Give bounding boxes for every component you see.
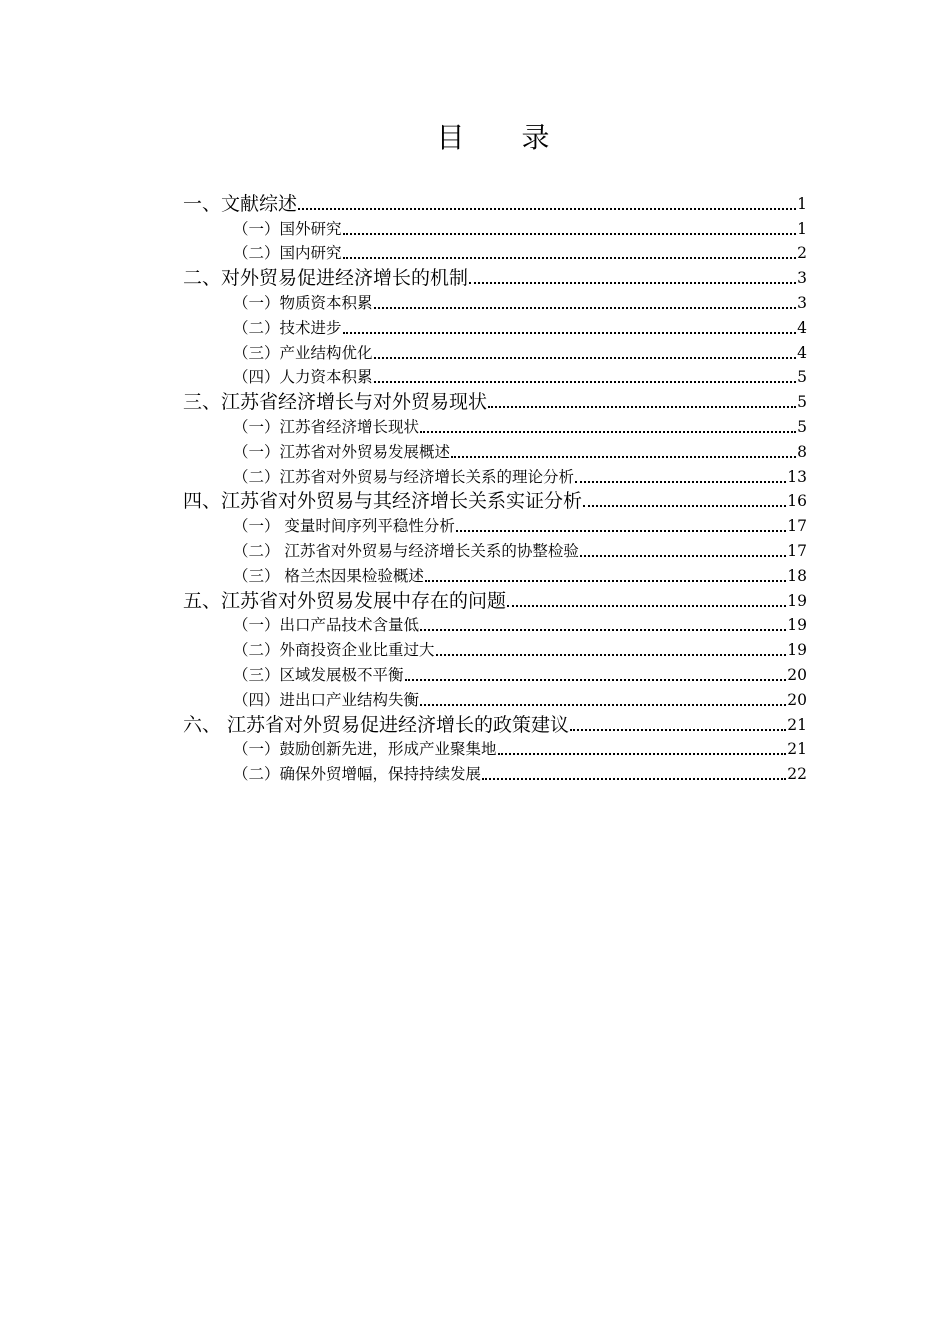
page-title: 目 录 (436, 121, 574, 154)
toc-section-entry[interactable] (183, 562, 807, 587)
toc-entry-title: （一）国外研究 (233, 219, 342, 238)
toc-page-number: 17 (787, 541, 807, 560)
toc-section-entry[interactable] (183, 364, 807, 389)
toc-entry-title: （二）确保外贸增幅，保持持续发展 (233, 765, 482, 784)
toc-page-number: 19 (787, 616, 807, 635)
toc-page-number: 2 (797, 244, 807, 263)
toc-section-entry[interactable] (183, 661, 807, 686)
toc-section-entry[interactable] (183, 413, 807, 438)
toc-dot-leader (507, 605, 786, 607)
toc-entry-title: （四）人力资本积累 (233, 368, 373, 387)
toc-dot-leader (343, 257, 797, 259)
toc-page-number: 22 (787, 765, 807, 784)
toc-dot-leader (343, 332, 797, 334)
toc-page-number: 4 (797, 318, 807, 337)
toc-dot-leader (451, 456, 796, 458)
toc-page-number: 1 (797, 219, 807, 238)
toc-page-number: 4 (797, 343, 807, 362)
toc-entry-title: （一）物质资本积累 (233, 293, 373, 312)
toc-entry-title: （一）江苏省经济增长现状 (233, 417, 420, 436)
toc-dot-leader (436, 654, 787, 656)
toc-page-number: 20 (787, 690, 807, 709)
toc-dot-leader (456, 530, 786, 532)
toc-dot-leader (420, 431, 796, 433)
toc-page-number: 13 (787, 467, 807, 486)
toc-page-number: 5 (797, 368, 807, 387)
toc-entry-title: （二）外商投资企业比重过大 (233, 641, 435, 660)
toc-dot-leader (405, 679, 787, 681)
toc-entry-title: （一）江苏省对外贸易发展概述 (233, 442, 451, 461)
toc-dot-leader (482, 778, 786, 780)
toc-page-number: 18 (787, 566, 807, 585)
toc-dot-leader (374, 381, 797, 383)
toc-chapter-entry[interactable] (183, 264, 807, 289)
toc-entry-title: （一）鼓励创新先进，形成产业聚集地 (233, 740, 497, 759)
toc-page-number: 19 (787, 591, 807, 610)
toc-section-entry[interactable] (183, 736, 807, 761)
toc-dot-leader (374, 357, 797, 359)
toc-section-entry[interactable] (183, 463, 807, 488)
toc-section-entry[interactable] (183, 314, 807, 339)
toc-entry-title: 四、江苏省对外贸易与其经济增长关系实证分析 (183, 490, 583, 513)
toc-entry-title: （一）出口产品技术含量低 (233, 616, 420, 635)
toc-section-entry[interactable] (183, 686, 807, 711)
toc-chapter-entry[interactable] (183, 388, 807, 413)
toc-entry-title: （一） 变量时间序列平稳性分析 (233, 517, 455, 536)
toc-dot-leader (298, 208, 796, 210)
toc-entry-title: （四）进出口产业结构失衡 (233, 690, 420, 709)
toc-entry-title: （三）区域发展极不平衡 (233, 665, 404, 684)
toc-page-number: 8 (797, 442, 807, 461)
toc-dot-leader (374, 307, 797, 309)
toc-section-entry[interactable] (183, 612, 807, 637)
toc-page-number: 16 (787, 492, 807, 511)
toc-page-number: 5 (797, 393, 807, 412)
toc-entry-title: （二）江苏省对外贸易与经济增长关系的理论分析 (233, 467, 575, 486)
toc-chapter-entry[interactable] (183, 711, 807, 736)
toc-section-entry[interactable] (183, 240, 807, 265)
toc-page-number: 19 (787, 641, 807, 660)
toc-section-entry[interactable] (183, 289, 807, 314)
toc-dot-leader (420, 629, 786, 631)
toc-page-number: 3 (797, 293, 807, 312)
toc-entry-title: （二） 江苏省对外贸易与经济增长关系的协整检验 (233, 541, 579, 560)
toc-dot-leader (488, 406, 796, 408)
toc-entry-title: （二）国内研究 (233, 244, 342, 263)
toc-dot-leader (469, 282, 796, 284)
toc-section-entry[interactable] (183, 339, 807, 364)
toc-entry-title: （三） 格兰杰因果检验概述 (233, 566, 424, 585)
toc-dot-leader (570, 729, 786, 731)
table-of-contents (183, 190, 807, 785)
toc-entry-title: 三、江苏省经济增长与对外贸易现状 (183, 391, 488, 414)
toc-section-entry[interactable] (183, 537, 807, 562)
toc-entry-title: （三）产业结构优化 (233, 343, 373, 362)
toc-dot-leader (498, 753, 787, 755)
toc-entry-title: 一、文献综述 (183, 192, 298, 215)
toc-dot-leader (583, 505, 786, 507)
toc-chapter-entry[interactable] (183, 488, 807, 513)
toc-section-entry[interactable] (183, 215, 807, 240)
toc-entry-title: 六、 江苏省对外贸易促进经济增长的政策建议 (183, 713, 570, 736)
toc-page-number: 17 (787, 517, 807, 536)
toc-chapter-entry[interactable] (183, 190, 807, 215)
toc-dot-leader (580, 555, 786, 557)
toc-section-entry[interactable] (183, 760, 807, 785)
toc-page-number: 20 (787, 665, 807, 684)
toc-page-number: 21 (787, 715, 807, 734)
toc-dot-leader (420, 704, 786, 706)
toc-section-entry[interactable] (183, 636, 807, 661)
toc-dot-leader (575, 481, 786, 483)
toc-entry-title: （二）技术进步 (233, 318, 342, 337)
toc-dot-leader (425, 580, 786, 582)
toc-page-number: 5 (797, 417, 807, 436)
toc-page-number: 21 (787, 740, 807, 759)
toc-page-number: 1 (797, 194, 807, 213)
toc-section-entry[interactable] (183, 512, 807, 537)
toc-section-entry[interactable] (183, 438, 807, 463)
toc-dot-leader (343, 233, 797, 235)
toc-chapter-entry[interactable] (183, 587, 807, 612)
toc-entry-title: 五、江苏省对外贸易发展中存在的问题 (183, 589, 507, 612)
toc-entry-title: 二、对外贸易促进经济增长的机制 (183, 267, 469, 290)
toc-page-number: 3 (797, 269, 807, 288)
